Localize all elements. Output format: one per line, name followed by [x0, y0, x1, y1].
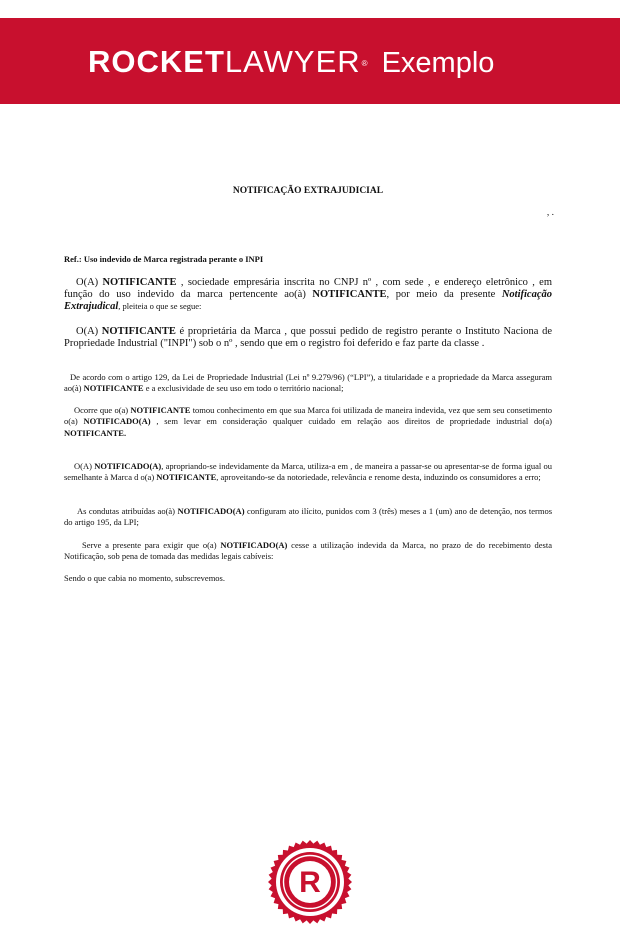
logo-registered-mark: ®	[361, 58, 368, 68]
logo-brand-light: LAWYER	[224, 44, 361, 79]
paragraph-5: O(A) NOTIFICADO(A), apropriando-se indevidamente da Marca, utiliza-a em , de maneira a passar-se ou apresentar-se de forma igual ou semelhante à Marca d o(a) NOTIFICANTE, aproveitando-se da notoriedade, relevância e renome desta, induzindo os consumidores a erro;	[64, 461, 552, 483]
date-line: , .	[546, 208, 554, 218]
logo-tag-exemplo: Exemplo	[381, 47, 495, 79]
paragraph-3: De acordo com o artigo 129, da Lei de Propriedade Industrial (Lei nº 9.279/96) (“LPI”), a titularidade e a propriedade da Marca asseguram ao(à) NOTIFICANTE e a exclusividade de seu uso em todo o território nacional;	[64, 372, 552, 394]
reference-line: Ref.: Uso indevido de Marca registrada perante o INPI	[64, 254, 264, 264]
paragraph-7: Serve a presente para exigir que o(a) NOTIFICADO(A) cesse a utilização indevida da Marca, no prazo de do recebimento desta Notificação, sob pena de tomada das medidas legais cabíveis:	[64, 540, 552, 562]
document-title: NOTIFICAÇÃO EXTRAJUDICIAL	[232, 186, 384, 196]
paragraph-2: O(A) NOTIFICANTE é proprietária da Marca , que possui pedido de registro perante o Instituto Naciona de Propriedade Industrial ("INPI") sob o nº , sendo que em o registro foi deferido e faz parte da classe .	[64, 326, 552, 349]
paragraph-4: Ocorre que o(a) NOTIFICANTE tomou conhecimento em que sua Marca foi utilizada de maneira indevida, vez que sem seu consetimento o(a) NOTIFICADO(A) , sem levar em consideração qualquer cuidado em relação aos direitos de propriedade industrial do(a) NOTIFICANTE.	[64, 405, 552, 438]
rocketlawyer-logo	[88, 40, 494, 90]
seal-letter: R	[299, 866, 321, 899]
paragraph-6: As condutas atribuídas ao(à) NOTIFICADO(A) configuram ato ilícito, punidos com 3 (três) meses a 1 (um) ano de detenção, nos termos do artigo 195, da LPI;	[64, 506, 552, 528]
logo-brand-bold: ROCKET	[88, 44, 225, 79]
rocketlawyer-seal-icon	[266, 838, 354, 926]
closing-line: Sendo o que cabia no momento, subscrevemos.	[64, 573, 225, 583]
paragraph-1: O(A) NOTIFICANTE , sociedade empresária inscrita no CNPJ nº , com sede , e endereço eletrônico , em função do uso indevido da marca pertencente ao(à) NOTIFICANTE, por meio da presente Notificação Extrajudical, pleiteia o que se segue:	[64, 277, 552, 312]
